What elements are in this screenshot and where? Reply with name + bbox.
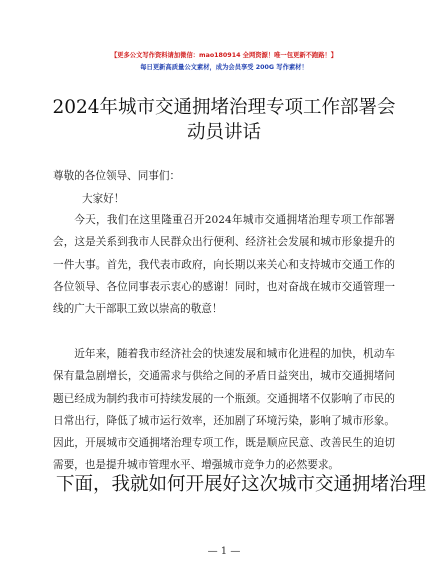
body-paragraph-2: 近年来，随着我市经济社会的快速发展和城市化进程的加快，机动车保有量急剧增长，交通需求与供给之间的矛盾日益突出，城市交通拥堵问题已经成为制约我市可持续发展的一个瓶颈。交通拥堵不仅影响了市民的日常出行，降低了城市运行效率，还加剧了环境污染，影响了城市形象。因此，开展城市交通拥堵治理专项工作，既是顺应民意、改善民生的迫切需要，也是提升城市管理水平、增强城市竞争力的必然要求。 — [53, 348, 395, 472]
promo-banner-line-2: 每日更新高质量公文素材，成为会员享受 200G 写作素材！ — [140, 64, 308, 71]
greeting: 大家好！ — [82, 193, 125, 205]
document-title: 2024年城市交通拥堵治理专项工作部署会动员讲话 — [52, 97, 396, 143]
section-heading: 下面，我就如何开展好这次城市交通拥堵治理 — [56, 474, 427, 495]
body-paragraph-1: 今天，我们在这里隆重召开2024年城市交通拥堵治理专项工作部署会，这是关系到我市人民群众出行便利、经济社会发展和城市形象提升的一件大事。首先，我代表市政府，向长期以来关心和支持城市交通工作的各位领导、各位同事表示衷心的感谢！同时，也对奋战在城市交通管理一线的广大干部职工致以崇高的敬意！ — [53, 214, 395, 316]
salutation: 尊敬的各位领导、同事们： — [53, 170, 181, 182]
page-number: — 1 — — [207, 546, 241, 557]
promo-banner-line-1: 【更多公文写作资料请加微信：mao180914 全网资源！唯一包更新不跑路！】 — [110, 52, 338, 59]
